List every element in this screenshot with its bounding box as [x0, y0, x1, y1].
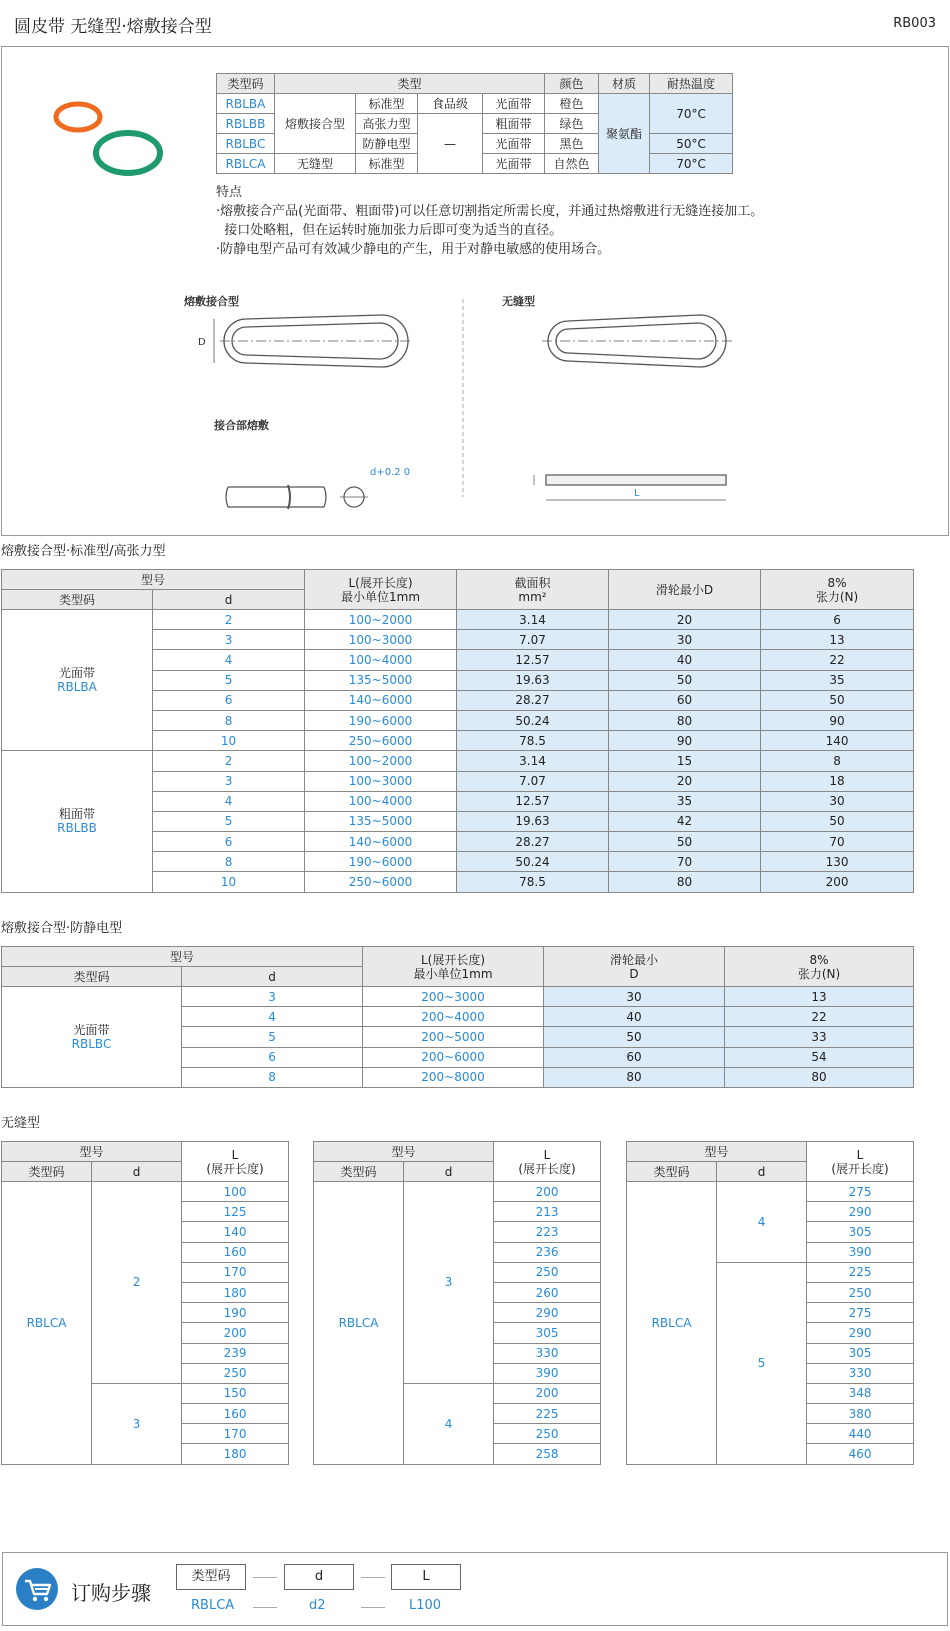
pulley-cell: 90 [609, 731, 761, 751]
code-cell: RBLCA [627, 1182, 717, 1465]
length-cell: 330 [807, 1363, 914, 1383]
d-cell: 2 [92, 1182, 182, 1384]
tension-cell: 50 [761, 690, 914, 710]
features-line: ·熔敷接合产品(光面带、粗面带)可以任意切割指定所需长度，并通过热熔敷进行无缝连接加工。 [216, 204, 764, 219]
length-cell: 190 [182, 1303, 289, 1323]
length-cell: 200 [182, 1323, 289, 1343]
belt-diagrams [2, 287, 948, 527]
h-code: 类型码 [2, 967, 182, 987]
length-cell: 140~6000 [305, 832, 457, 852]
length-cell: 250 [182, 1363, 289, 1383]
pulley-cell: 30 [544, 987, 725, 1007]
length-cell: 390 [494, 1363, 601, 1383]
group-code: RBLBA [57, 680, 97, 695]
section2-table [1, 946, 914, 1088]
area-cell: 78.5 [457, 731, 609, 751]
pulley-cell: 50 [609, 670, 761, 690]
tension-cell: 140 [761, 731, 914, 751]
length-cell: 200~5000 [363, 1027, 544, 1047]
length-cell: 135~5000 [305, 811, 457, 831]
length-cell: 305 [807, 1343, 914, 1363]
length-cell: 100~2000 [305, 751, 457, 771]
d-cell: 5 [153, 670, 305, 690]
length-cell: 100~3000 [305, 771, 457, 791]
h-length-l: L [856, 1147, 864, 1162]
length-cell: 100~4000 [305, 650, 457, 670]
length-cell: 250~6000 [305, 731, 457, 751]
length-cell: 170 [182, 1262, 289, 1282]
h-model: 型号 [627, 1142, 807, 1162]
section1-title: 熔敷接合型·标准型/高张力型 [1, 544, 166, 559]
length-cell: 380 [807, 1404, 914, 1424]
length-cell: 348 [807, 1383, 914, 1403]
surface-cell: 光面带 [483, 134, 545, 154]
pulley-cell: 35 [609, 791, 761, 811]
length-cell: 250 [807, 1282, 914, 1302]
order-dash [361, 1607, 385, 1608]
subtype-cell: 标准型 [356, 94, 418, 114]
color-cell: 黑色 [545, 134, 599, 154]
area-cell: 28.27 [457, 690, 609, 710]
length-cell: 160 [182, 1242, 289, 1262]
length-cell: 180 [182, 1282, 289, 1302]
group-name: 光面带 [73, 1022, 110, 1037]
d-cell: 4 [153, 791, 305, 811]
length-cell: 150 [182, 1383, 289, 1403]
order-header-code: 类型码 [176, 1564, 246, 1590]
d-cell: 5 [153, 811, 305, 831]
pulley-cell: 15 [609, 751, 761, 771]
h-model: 型号 [2, 947, 363, 967]
d-cell: 3 [404, 1182, 494, 1384]
area-cell: 19.63 [457, 811, 609, 831]
d-cell: 5 [182, 1027, 363, 1047]
h-model: 型号 [314, 1142, 494, 1162]
length-cell: 200 [494, 1383, 601, 1403]
d-cell: 2 [153, 610, 305, 630]
h-d: d [153, 590, 305, 610]
h-model: 型号 [2, 570, 305, 590]
d-cell: 4 [153, 650, 305, 670]
temp-cell: 50°C [650, 134, 733, 154]
material-cell: 聚氨酯 [599, 94, 650, 174]
header-material: 材质 [599, 74, 650, 94]
pulley-cell: 60 [544, 1047, 725, 1067]
area-cell: 50.24 [457, 710, 609, 730]
length-cell: 125 [182, 1202, 289, 1222]
features-line: 接口处略粗，但在运转时施加张力后即可变为适当的直径。 [216, 223, 563, 238]
product-code: RB003 [893, 16, 936, 31]
page-header [0, 0, 950, 46]
surface-cell: 粗面带 [483, 114, 545, 134]
section1-table [1, 569, 914, 893]
tension-cell: 35 [761, 670, 914, 690]
seamless-table [626, 1141, 914, 1465]
length-cell: 330 [494, 1343, 601, 1363]
length-cell: 140~6000 [305, 690, 457, 710]
overview-panel [1, 46, 949, 536]
area-cell: 12.57 [457, 791, 609, 811]
length-cell: 190~6000 [305, 710, 457, 730]
h-length [807, 1142, 914, 1182]
tension-cell: 18 [761, 771, 914, 791]
order-dash [253, 1607, 277, 1608]
subtype-cell: 标准型 [356, 154, 418, 174]
length-cell: 250~6000 [305, 872, 457, 892]
straight-rod-drawing [534, 475, 726, 500]
color-cell: 橙色 [545, 94, 599, 114]
header-temp: 耐热温度 [650, 74, 733, 94]
length-cell: 200~6000 [363, 1047, 544, 1067]
length-cell: 100~4000 [305, 791, 457, 811]
tension-cell: 6 [761, 610, 914, 630]
tension-cell: 50 [761, 811, 914, 831]
length-cell: 100 [182, 1182, 289, 1202]
pulley-cell: 80 [544, 1067, 725, 1087]
section3-title: 无缝型 [1, 1116, 41, 1131]
seamless-loop-drawing [542, 315, 732, 367]
d-cell: 10 [153, 872, 305, 892]
header-code: 类型码 [217, 74, 275, 94]
seamless-diagram-title: 无缝型 [502, 295, 535, 308]
order-title: 订购步骤 [71, 1581, 151, 1605]
features-block [216, 183, 763, 259]
header-color: 颜色 [545, 74, 599, 94]
length-cell: 200~4000 [363, 1007, 544, 1027]
h-length-l: L [543, 1147, 551, 1162]
group-cell [2, 751, 153, 892]
length-cell: 239 [182, 1343, 289, 1363]
type-seamless: 无缝型 [275, 154, 356, 174]
d-cell: 3 [182, 987, 363, 1007]
length-cell: 290 [807, 1202, 914, 1222]
color-cell: 自然色 [545, 154, 599, 174]
pulley-cell: 60 [609, 690, 761, 710]
h-tension: 8% 张力(N) [761, 570, 914, 610]
tension-cell: 30 [761, 791, 914, 811]
length-cell: 275 [807, 1182, 914, 1202]
page-title: 圆皮带 无缝型·熔敷接合型 [14, 17, 212, 37]
d-cell: 3 [153, 630, 305, 650]
pulley-cell: 80 [609, 872, 761, 892]
group-code: RBLBC [71, 1036, 112, 1051]
length-cell: 250 [494, 1424, 601, 1444]
h-length: L(展开长度) 最小单位1mm [305, 570, 457, 610]
d-dimension: D [198, 337, 206, 348]
h-length: L(展开长度) 最小单位1mm [363, 947, 544, 987]
length-cell: 200 [494, 1182, 601, 1202]
length-cell: 258 [494, 1444, 601, 1464]
subtype-cell: 防静电型 [356, 134, 418, 154]
belt-rings-image [50, 95, 170, 185]
seamless-table [1, 1141, 289, 1465]
length-cell: 223 [494, 1222, 601, 1242]
tension-cell: 80 [725, 1067, 914, 1087]
length-cell: 200~3000 [363, 987, 544, 1007]
h-model: 型号 [2, 1142, 182, 1162]
order-value-l: L100 [409, 1598, 442, 1613]
code-cell: RBLCA [314, 1182, 404, 1465]
temp-cell: 70°C [650, 94, 733, 134]
d-cell: 2 [153, 751, 305, 771]
code-cell: RBLBB [217, 114, 275, 134]
h-length-sub: (展开长度) [831, 1161, 889, 1176]
length-cell: 440 [807, 1424, 914, 1444]
length-cell: 290 [807, 1323, 914, 1343]
area-cell: 78.5 [457, 872, 609, 892]
area-cell: 3.14 [457, 610, 609, 630]
pulley-cell: 42 [609, 811, 761, 831]
d-cell: 8 [153, 852, 305, 872]
h-d: d [404, 1162, 494, 1182]
header-type: 类型 [275, 74, 545, 94]
code-cell: RBLBC [217, 134, 275, 154]
length-cell: 135~5000 [305, 670, 457, 690]
tension-cell: 200 [761, 872, 914, 892]
length-cell: 260 [494, 1282, 601, 1302]
features-title: 特点 [216, 185, 243, 200]
joint-label: 接合部熔敷 [214, 419, 269, 432]
l-dimension: L [634, 488, 640, 499]
color-cell: 绿色 [545, 114, 599, 134]
area-cell: 7.07 [457, 771, 609, 791]
length-cell: 100~3000 [305, 630, 457, 650]
order-header-l: L [391, 1564, 461, 1590]
length-cell: 160 [182, 1404, 289, 1424]
green-ring [96, 133, 160, 173]
length-cell: 236 [494, 1242, 601, 1262]
tension-cell: 22 [761, 650, 914, 670]
d-cell: 6 [182, 1047, 363, 1067]
tension-cell: 8 [761, 751, 914, 771]
h-tension: 8% 张力(N) [725, 947, 914, 987]
pulley-cell: 20 [609, 771, 761, 791]
length-cell: 225 [807, 1262, 914, 1282]
food-grade: 食品级 [418, 94, 483, 114]
order-value-d: d2 [309, 1598, 326, 1613]
pulley-cell: 30 [609, 630, 761, 650]
length-cell: 390 [807, 1242, 914, 1262]
group-cell [2, 610, 153, 751]
surface-cell: 光面带 [483, 94, 545, 114]
code-cell: RBLCA [217, 154, 275, 174]
joint-rod-drawing [226, 485, 368, 509]
pulley-cell: 80 [609, 710, 761, 730]
length-cell: 170 [182, 1424, 289, 1444]
fusion-loop-drawing [214, 315, 412, 367]
temp-cell: 70°C [650, 154, 733, 174]
features-line: ·防静电型产品可有效减少静电的产生，用于对静电敏感的使用场合。 [216, 242, 611, 257]
length-cell: 460 [807, 1444, 914, 1464]
area-cell: 50.24 [457, 852, 609, 872]
length-cell: 140 [182, 1222, 289, 1242]
length-cell: 200~8000 [363, 1067, 544, 1087]
tension-cell: 54 [725, 1047, 914, 1067]
length-cell: 213 [494, 1202, 601, 1222]
d-cell: 3 [153, 771, 305, 791]
h-code: 类型码 [2, 1162, 92, 1182]
d-cell: 4 [404, 1383, 494, 1464]
h-code: 类型码 [627, 1162, 717, 1182]
order-steps-panel [2, 1552, 948, 1626]
order-value-code: RBLCA [191, 1598, 235, 1613]
surface-cell: 光面带 [483, 154, 545, 174]
pulley-cell: 50 [609, 832, 761, 852]
h-pulley: 滑轮最小D [609, 570, 761, 610]
area-cell: 19.63 [457, 670, 609, 690]
h-code: 类型码 [314, 1162, 404, 1182]
length-cell: 305 [494, 1323, 601, 1343]
d-tolerance-label: d+0.2 0 [370, 467, 411, 478]
pulley-cell: 40 [609, 650, 761, 670]
tension-cell: 33 [725, 1027, 914, 1047]
code-cell: RBLCA [2, 1182, 92, 1465]
pulley-cell: 50 [544, 1027, 725, 1047]
code-cell: RBLBA [217, 94, 275, 114]
area-cell: 3.14 [457, 751, 609, 771]
fusion-diagram-title: 熔敷接合型 [184, 295, 239, 308]
h-length [494, 1142, 601, 1182]
food-dash: — [418, 114, 483, 174]
d-cell: 8 [153, 710, 305, 730]
tension-cell: 130 [761, 852, 914, 872]
length-cell: 190~6000 [305, 852, 457, 872]
h-length [182, 1142, 289, 1182]
d-cell: 4 [717, 1182, 807, 1263]
tension-cell: 13 [761, 630, 914, 650]
h-length-sub: (展开长度) [518, 1161, 576, 1176]
group-cell [2, 987, 182, 1088]
h-d: d [182, 967, 363, 987]
h-d: d [92, 1162, 182, 1182]
order-dash [253, 1577, 277, 1578]
group-code: RBLBB [57, 821, 97, 836]
section2-title: 熔敷接合型·防静电型 [1, 921, 123, 936]
length-cell: 180 [182, 1444, 289, 1464]
area-cell: 12.57 [457, 650, 609, 670]
d-cell: 10 [153, 731, 305, 751]
d-cell: 6 [153, 690, 305, 710]
h-code: 类型码 [2, 590, 153, 610]
h-d: d [717, 1162, 807, 1182]
d-cell: 4 [182, 1007, 363, 1027]
type-fusion: 熔敷接合型 [275, 94, 356, 154]
cart-icon [15, 1567, 59, 1611]
h-area: 截面积 mm² [457, 570, 609, 610]
length-cell: 305 [807, 1222, 914, 1242]
tension-cell: 13 [725, 987, 914, 1007]
group-name: 光面带 [58, 666, 95, 681]
group-name: 粗面带 [58, 807, 95, 822]
area-cell: 28.27 [457, 832, 609, 852]
area-cell: 7.07 [457, 630, 609, 650]
length-cell: 225 [494, 1404, 601, 1424]
d-cell: 5 [717, 1262, 807, 1464]
d-cell: 3 [92, 1383, 182, 1464]
length-cell: 290 [494, 1303, 601, 1323]
h-length-l: L [231, 1147, 239, 1162]
tension-cell: 22 [725, 1007, 914, 1027]
length-cell: 250 [494, 1262, 601, 1282]
pulley-cell: 40 [544, 1007, 725, 1027]
length-cell: 275 [807, 1303, 914, 1323]
orange-ring [56, 104, 100, 130]
pulley-cell: 70 [609, 852, 761, 872]
tension-cell: 70 [761, 832, 914, 852]
subtype-cell: 高张力型 [356, 114, 418, 134]
length-cell: 100~2000 [305, 610, 457, 630]
spec-table [216, 73, 733, 174]
d-cell: 6 [153, 832, 305, 852]
pulley-cell: 20 [609, 610, 761, 630]
h-pulley: 滑轮最小 D [544, 947, 725, 987]
tension-cell: 90 [761, 710, 914, 730]
h-length-sub: (展开长度) [206, 1161, 264, 1176]
d-cell: 8 [182, 1067, 363, 1087]
seamless-table [313, 1141, 601, 1465]
order-dash [361, 1577, 385, 1578]
order-header-d: d [284, 1564, 354, 1590]
